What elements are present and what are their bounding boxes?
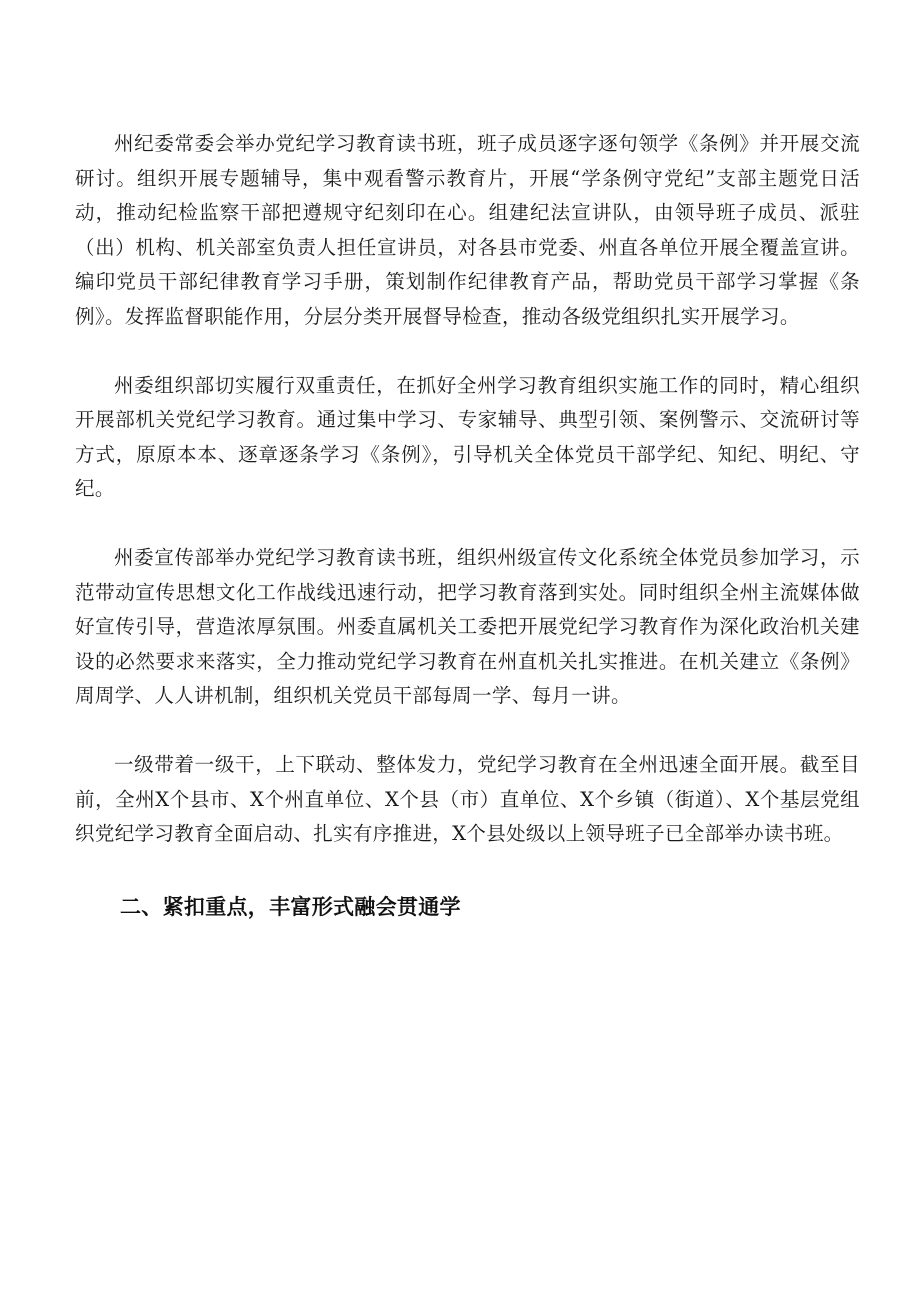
paragraph-discipline-commission: 州纪委常委会举办党纪学习教育读书班，班子成员逐字逐句领学《条例》并开展交流研讨。组织开展专题辅导，集中观看警示教育片，开展“学条例守党纪”支部主题党日活动，推动纪检监察干部把遵规守纪刻印在心。组建纪法宣讲队，由领导班子成员、派驻（出）机构、机关部室负责人担任宣讲员，对各县市党委、州直各单位开展全覆盖宣讲。编印党员干部纪律教育学习手册，策划制作纪律教育产品，帮助党员干部学习掌握《条例》。发挥监督职能作用，分层分类开展督导检查，推动各级党组织扎实开展学习。 [75, 132, 860, 328]
paragraph-overall-progress: 一级带着一级干，上下联动、整体发力，党纪学习教育在全州迅速全面开展。截至目前，全州X个县市、X个州直单位、X个县（市）直单位、X个乡镇（街道）、X个基层党组织党纪学习教育全面启动、扎实有序推进，X个县处级以上领导班子已全部举办读书班。 [75, 752, 860, 846]
section-heading: 二、紧扣重点，丰富形式融会贯通学 [120, 894, 461, 919]
paragraph-organization-department: 州委组织部切实履行双重责任，在抓好全州学习教育组织实施工作的同时，精心组织开展部机关党纪学习教育。通过集中学习、专家辅导、典型引领、案例警示、交流研讨等方式，原原本本、逐章逐条学习《条例》，引导机关全体党员干部学纪、知纪、明纪、守纪。 [75, 373, 860, 501]
paragraph-publicity-department: 州委宣传部举办党纪学习教育读书班，组织州级宣传文化系统全体党员参加学习，示范带动宣传思想文化工作战线迅速行动，把学习教育落到实处。同时组织全州主流媒体做好宣传引导，营造浓厚氛围。州委直属机关工委把开展党纪学习教育作为深化政治机关建设的必然要求来落实，全力推动党纪学习教育在州直机关扎实推进。在机关建立《条例》周周学、人人讲机制，组织机关党员干部每周一学、每月一讲。 [75, 545, 860, 708]
